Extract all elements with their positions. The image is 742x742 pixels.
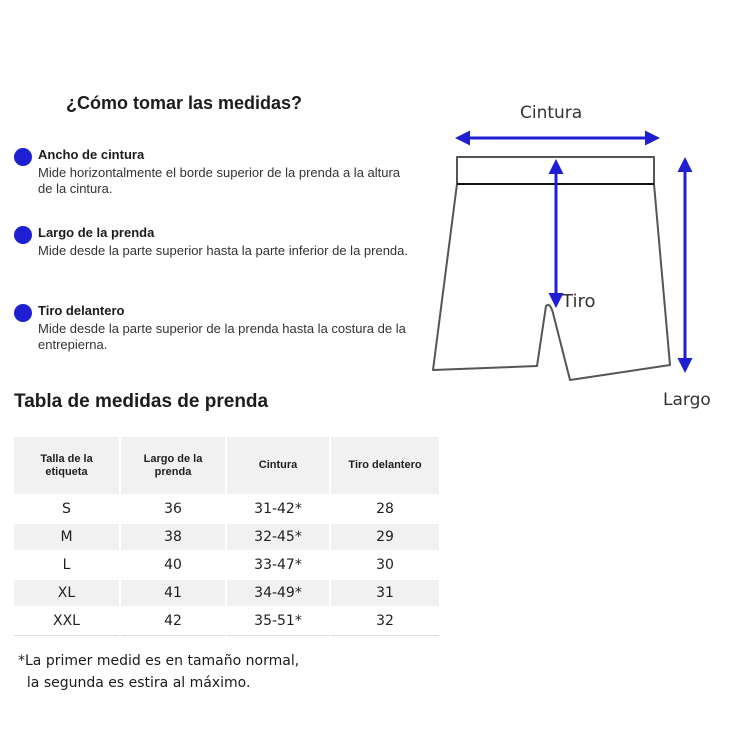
column-header: Talla de la etiqueta bbox=[14, 437, 120, 495]
table-row bbox=[14, 495, 439, 523]
column-header: Tiro delantero bbox=[330, 437, 439, 495]
how-to-measure-title: ¿Cómo tomar las medidas? bbox=[66, 93, 303, 113]
length-cell: 36 bbox=[120, 495, 226, 523]
table-header-row bbox=[14, 437, 439, 495]
size-cell: XXL bbox=[14, 607, 120, 635]
shorts-outline-icon bbox=[433, 157, 670, 380]
rise-cell: 32 bbox=[330, 607, 439, 635]
step-title: Ancho de cintura bbox=[38, 147, 145, 162]
step-title: Tiro delantero bbox=[38, 303, 125, 318]
note-line: *La primer medid es en tamaño normal, bbox=[18, 653, 300, 669]
rise-cell: 30 bbox=[330, 551, 439, 579]
length-label: Largo bbox=[663, 390, 711, 410]
bullet-dot-icon bbox=[14, 226, 32, 244]
rise-label: Tiro bbox=[562, 291, 596, 312]
length-cell: 40 bbox=[120, 551, 226, 579]
rise-cell: 29 bbox=[330, 523, 439, 551]
rise-cell: 31 bbox=[330, 579, 439, 607]
step-description: Mide desde la parte superior de la prenda hasta la costura de la entrepierna. bbox=[38, 321, 406, 352]
table-row bbox=[14, 523, 439, 551]
size-table-title: Tabla de medidas de prenda bbox=[14, 391, 269, 412]
size-cell: L bbox=[14, 551, 120, 579]
stretch-note bbox=[18, 650, 299, 694]
length-cell: 38 bbox=[120, 523, 226, 551]
note-line: la segunda es estira al máximo. bbox=[18, 675, 251, 691]
column-header: Cintura bbox=[226, 437, 330, 495]
size-cell: M bbox=[14, 523, 120, 551]
size-cell: S bbox=[14, 495, 120, 523]
shorts-measurement-diagram bbox=[420, 90, 730, 420]
length-cell: 42 bbox=[120, 607, 226, 635]
waist-cell: 31-42* bbox=[226, 495, 330, 523]
step-description: Mide desde la parte superior hasta la parte inferior de la prenda. bbox=[38, 243, 408, 258]
column-header: Largo de la prenda bbox=[120, 437, 226, 495]
bullet-dot-icon bbox=[14, 304, 32, 322]
waist-label: Cintura bbox=[520, 103, 583, 123]
size-cell: XL bbox=[14, 579, 120, 607]
waist-cell: 35-51* bbox=[226, 607, 330, 635]
table-row bbox=[14, 607, 439, 635]
table-row bbox=[14, 551, 439, 579]
waist-cell: 33-47* bbox=[226, 551, 330, 579]
length-cell: 41 bbox=[120, 579, 226, 607]
step-description: Mide horizontalmente el borde superior de la prenda a la altura de la cintura. bbox=[38, 165, 401, 196]
waist-cell: 32-45* bbox=[226, 523, 330, 551]
table-row bbox=[14, 579, 439, 607]
rise-cell: 28 bbox=[330, 495, 439, 523]
waist-cell: 34-49* bbox=[226, 579, 330, 607]
step-title: Largo de la prenda bbox=[38, 225, 155, 240]
bullet-dot-icon bbox=[14, 148, 32, 166]
size-table bbox=[14, 437, 439, 636]
